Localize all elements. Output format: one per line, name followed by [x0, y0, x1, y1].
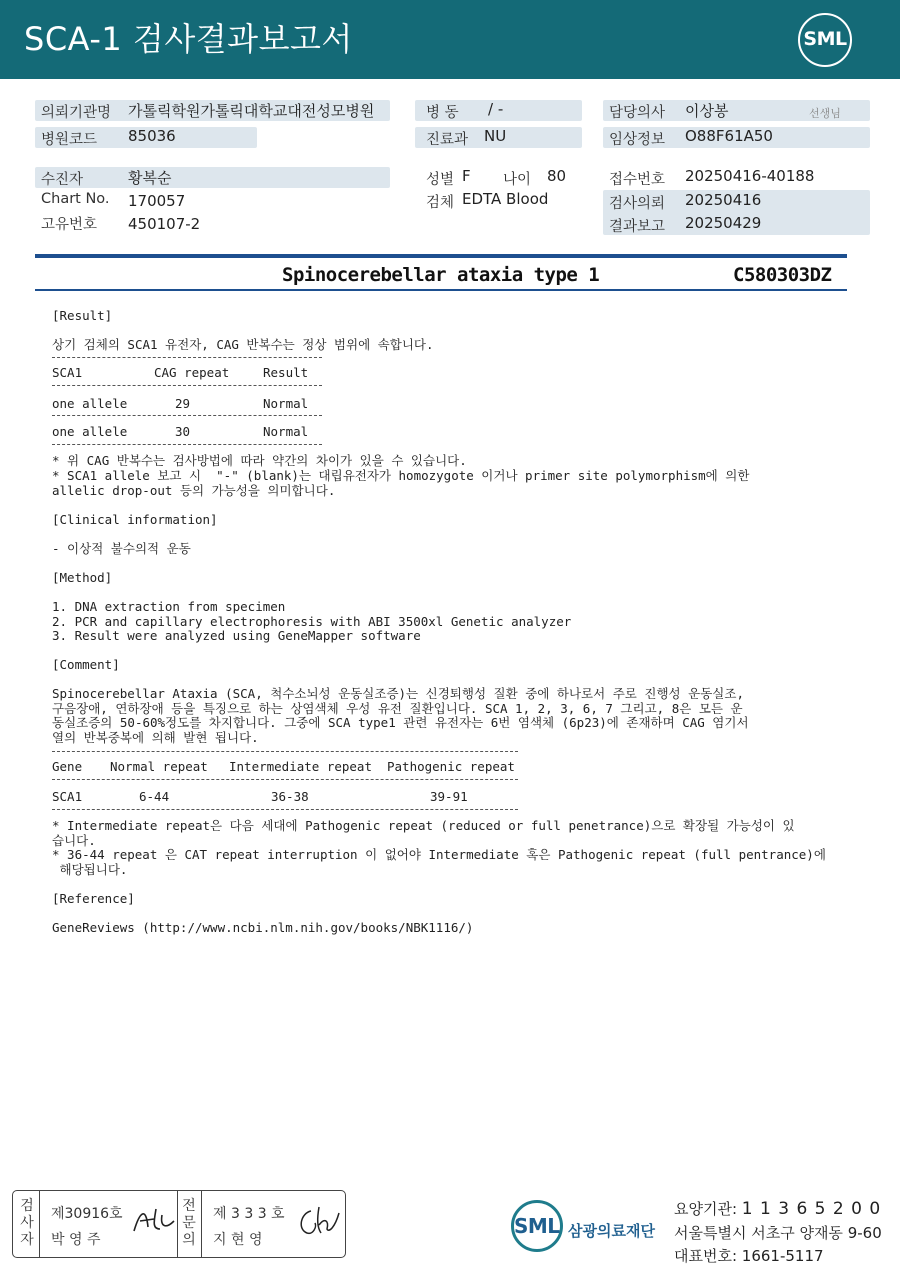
report-date-label: 결과보고 [609, 219, 666, 235]
hospital-code-label: 병원코드 [41, 132, 98, 148]
footer-org-name: 삼광의료재단 [568, 1222, 655, 1240]
dept-value: NU [484, 127, 507, 145]
institution-label: 의뢰기관명 [41, 105, 112, 121]
comment-note-1: * Intermediate repeat은 다음 세대에 Pathogenic repeat (reduced or full penetrance)으로 확장될 가능성이 있 [52, 818, 795, 833]
sig-divider [39, 1191, 40, 1257]
patient-label: 수진자 [41, 172, 84, 188]
receipt-label: 접수번호 [609, 172, 666, 188]
result-row1-allele: one allele [52, 396, 128, 411]
specimen-label: 검체 [426, 195, 455, 211]
comment-col-intermediate: Intermediate repeat [229, 759, 372, 774]
footer-address: 서울특별시 서초구 양재동 9-60 [674, 1224, 882, 1242]
method-item-3: 3. Result were analyzed using GeneMapper software [52, 628, 421, 643]
unique-label: 고유번호 [41, 217, 98, 233]
age-value: 80 [547, 167, 567, 185]
clinical-heading: [Clinical information] [52, 512, 218, 527]
reference-link[interactable]: GeneReviews (http://www.ncbi.nlm.nih.gov/books/NBK1116/) [52, 920, 474, 935]
examiner-name: 박 영 주 [51, 1232, 101, 1248]
result-note-1: * 위 CAG 반복수는 검사방법에 따라 약간의 차이가 있을 수 있습니다. [52, 453, 467, 468]
result-note-3: allelic drop-out 등의 가능성을 의미합니다. [52, 483, 336, 498]
report-date-value: 20250429 [685, 214, 762, 232]
comment-row-intermediate: 36-38 [271, 789, 309, 804]
comment-col-normal: Normal repeat [110, 759, 208, 774]
result-heading: [Result] [52, 308, 113, 323]
unique-value: 450107-2 [128, 215, 201, 233]
sml-logo [798, 13, 852, 67]
dash-line [52, 779, 518, 780]
ward-value: / - [488, 100, 504, 118]
sig-label-char: 전 [182, 1198, 196, 1214]
patient-value: 황복순 [128, 169, 172, 187]
footer-logo: SML [514, 1214, 560, 1238]
comment-row-normal: 6-44 [139, 789, 170, 804]
reference-heading: [Reference] [52, 891, 135, 906]
result-row2-repeat: 30 [175, 424, 191, 439]
sex-label: 성별 [426, 172, 455, 188]
test-name: Spinocerebellar ataxia type 1 [282, 264, 600, 286]
examiner-license: 제30916호 [51, 1206, 123, 1222]
result-col-repeat: CAG repeat [154, 365, 230, 380]
dash-line [52, 357, 322, 358]
clinical-value: O88F61A50 [685, 127, 773, 145]
footer-phone-label: 대표번호: [674, 1247, 738, 1265]
doctor-suffix: 선생님 [809, 107, 841, 120]
doctor-label: 담당의사 [609, 105, 666, 121]
sig-divider [177, 1191, 178, 1257]
footer-phone: 1661-5117 [741, 1247, 824, 1265]
result-row1-result: Normal [263, 396, 309, 411]
specialist-name: 지 현 영 [213, 1232, 263, 1248]
comment-line-1: Spinocerebellar Ataxia (SCA, 척수소뇌성 운동실조증)는 신경퇴행성 질환 중에 하나로서 주로 진행성 운동실조, [52, 686, 744, 701]
chart-value: 170057 [128, 192, 186, 210]
dash-line [52, 415, 322, 416]
sml-logo-text: SML [803, 28, 847, 50]
sig-label-char: 자 [20, 1232, 34, 1248]
dash-line [52, 444, 322, 445]
comment-heading: [Comment] [52, 657, 120, 672]
result-col-result: Result [263, 365, 309, 380]
result-row1-repeat: 29 [175, 396, 191, 411]
result-row2-result: Normal [263, 424, 309, 439]
result-col-gene: SCA1 [52, 365, 83, 380]
patient-bar [35, 167, 390, 188]
comment-note-3: * 36-44 repeat 은 CAT repeat interruption 이 없어야 Intermediate 혹은 Pathogenic repeat (full pentrance)에 [52, 847, 826, 862]
clinical-text: - 이상적 불수의적 운동 [52, 541, 191, 556]
divider-top [35, 254, 847, 258]
age-label: 나이 [503, 172, 532, 188]
ward-label: 병 동 [426, 105, 459, 121]
sig-label-char: 사 [20, 1215, 34, 1231]
request-label: 검사의뢰 [609, 196, 666, 212]
dept-label: 진료과 [426, 132, 469, 148]
specimen-value: EDTA Blood [462, 190, 549, 208]
specialist-license: 제 3 3 3 호 [213, 1206, 285, 1222]
divider-mid [35, 289, 847, 291]
comment-row-gene: SCA1 [52, 789, 83, 804]
sig-label-char: 문 [182, 1215, 196, 1231]
footer-code: 1 1 3 6 5 2 0 0 [741, 1199, 882, 1219]
comment-note-2: 습니다. [52, 833, 96, 848]
comment-line-2: 구음장애, 연하장애 등을 특징으로 하는 상염색체 우성 유전 질환입니다. SCA 1, 2, 3, 6, 7 그리고, 8은 모든 운 [52, 701, 743, 716]
sig-divider [201, 1191, 202, 1257]
request-value: 20250416 [685, 191, 762, 209]
institution-value: 가톨릭학원가톨릭대학교대전성모병원 [128, 102, 375, 120]
comment-line-3: 동실조증의 50-60%정도를 차지합니다. 그중에 SCA type1 관련 유전자는 6번 염색체 (6p23)에 존재하며 CAG 염기서 [52, 715, 749, 730]
comment-col-gene: Gene [52, 759, 83, 774]
result-row2-allele: one allele [52, 424, 128, 439]
dash-line [52, 809, 518, 810]
comment-row-pathogenic: 39-91 [430, 789, 468, 804]
doctor-value: 이상봉 [685, 102, 729, 120]
result-note-2: * SCA1 allele 보고 시 "-" (blank)는 대립유전자가 homozygote 이거나 primer site polymorphism에 의한 [52, 468, 750, 483]
footer-phone-line [674, 1245, 824, 1266]
comment-note-4: 해당됩니다. [52, 862, 128, 877]
dash-line [52, 751, 518, 752]
hospital-code-value: 85036 [128, 127, 176, 145]
method-item-2: 2. PCR and capillary electrophoresis with ABI 3500xl Genetic analyzer [52, 614, 572, 629]
chart-label: Chart No. [41, 191, 110, 207]
sig-label-char: 의 [182, 1232, 196, 1248]
footer-code-line [674, 1198, 881, 1219]
comment-col-pathogenic: Pathogenic repeat [387, 759, 515, 774]
comment-line-4: 열의 반복중복에 의해 발현 됩니다. [52, 730, 259, 745]
method-item-1: 1. DNA extraction from specimen [52, 599, 286, 614]
result-summary: 상기 검체의 SCA1 유전자, CAG 반복수는 정상 범위에 속합니다. [52, 337, 434, 352]
examiner-signature-icon [130, 1201, 180, 1241]
report-title: SCA-1 검사결과보고서 [24, 20, 353, 58]
report-header [0, 0, 900, 79]
method-heading: [Method] [52, 570, 113, 585]
test-code: C580303DZ [733, 264, 832, 286]
sex-value: F [462, 167, 471, 185]
sig-label-char: 검 [20, 1198, 34, 1214]
specialist-signature-icon [295, 1203, 343, 1241]
signature-box [12, 1190, 346, 1258]
clinical-label: 임상정보 [609, 132, 666, 148]
footer-code-label: 요양기관: [674, 1200, 738, 1218]
receipt-value: 20250416-40188 [685, 167, 815, 185]
dash-line [52, 385, 322, 386]
